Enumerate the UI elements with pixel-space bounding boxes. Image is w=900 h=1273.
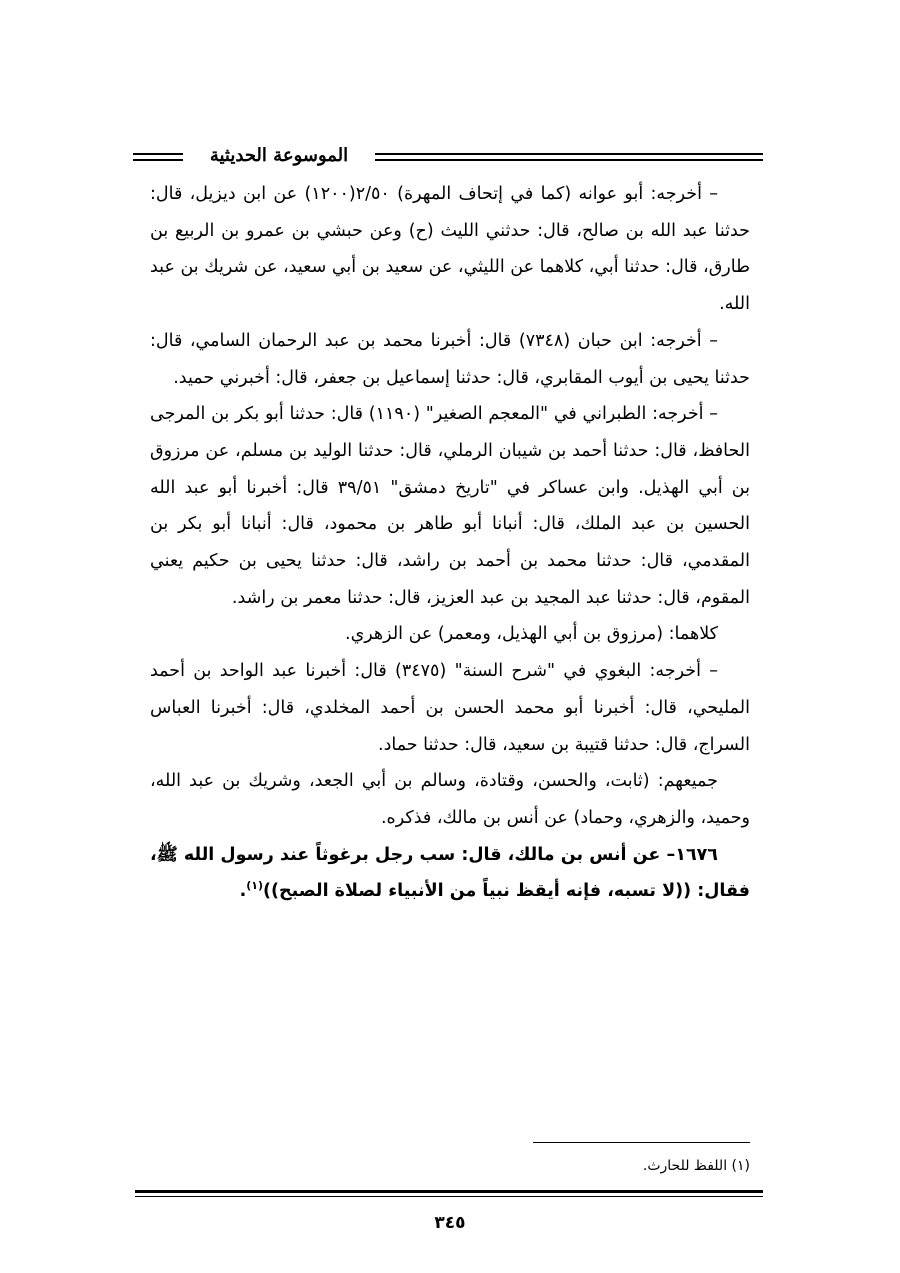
- paragraph-abu-awana: – أخرجه: أبو عوانه (كما في إتحاف المهرة) ٢/٥٠(١٢٠٠) عن ابن ديزيل، قال: حدثنا عبد الله بن صالح، قال: حدثني الليث (ح) وعن حبشي بن عمرو بن الربيع بن طارق، قال: حدثنا أبي، كلاهما عن الليثي، عن سعيد بن أبي سعيد، عن شريك بن عبد الله.: [149, 184, 750, 315]
- paragraph-kilahuma: كلاهما: (مرزوق بن أبي الهذيل، ومعمر) عن الزهري.: [345, 624, 718, 645]
- paragraph-jamiuhum: جميعهم: (ثابت، والحسن، وقتادة، وسالم بن أبي الجعد، وشريك بن عبد الله، وحميد، والزهري، وحماد) عن أنس بن مالك، فذكره.: [150, 771, 750, 828]
- hadith-paragraph: [150, 837, 750, 910]
- header-title: الموسوعة الحديثية: [209, 145, 349, 166]
- footnote-separator: [533, 1142, 750, 1143]
- hadith-text: ١٦٧٦– عن أنس بن مالك، قال: سب رجل برغوثاً عند رسول الله ﷺ، فقال: ((لا تسبه، فإنه أيقظ نبياً من الأنبياء لصلاة الصبح)): [150, 844, 750, 902]
- footnote-reference: (١): [246, 879, 264, 893]
- footnote: (١) اللفظ للحارث.: [642, 1158, 750, 1174]
- header-rule-line: [375, 153, 763, 155]
- footer-rule-thick: [135, 1190, 763, 1193]
- running-header: [133, 147, 763, 171]
- footer-rules: [135, 1190, 763, 1197]
- paragraph-baghawi: – أخرجه: البغوي في "شرح السنة" (٣٤٧٥) قال: أخبرنا عبد الواحد بن أحمد المليحي، قال: أخبرنا أبو محمد الحسن بن أحمد المخلدي، قال: أخبرنا العباس السراج، قال: حدثنا قتيبة بن سعيد، قال: حدثنا حماد.: [150, 661, 750, 755]
- header-rule-line: [133, 153, 183, 155]
- hadith-end: .: [239, 881, 247, 902]
- header-rule-line: [133, 159, 183, 161]
- page-number: ٣٤٥: [434, 1213, 466, 1233]
- header-rule-line: [375, 159, 763, 161]
- paragraph-tabarani: – أخرجه: الطبراني في "المعجم الصغير" (١١٩٠) قال: حدثنا أبو بكر بن المرجى الحافظ، قال: حدثنا أحمد بن شيبان الرملي، قال: حدثنا الوليد بن مسلم، عن مرزوق بن أبي الهذيل. وابن عساكر في "تاريخ دمشق" ٣٩/٥١ قال: أخبرنا أبو عبد الله الحسين بن عبد الملك، قال: أنبانا أبو طاهر بن محمود، قال: أنبانا أبو بكر بن المقدمي، قال: حدثنا محمد بن أحمد بن راشد، قال: حدثنا يحيى بن حكيم يعني المقوم، قال: حدثنا عبد المجيد بن عبد العزيز، قال: حدثنا معمر بن راشد.: [150, 404, 750, 608]
- footer-rule-thin: [135, 1196, 763, 1197]
- main-text: [150, 176, 750, 910]
- paragraph-ibn-hibban: – أخرجه: ابن حبان (٧٣٤٨) قال: أخبرنا محمد بن عبد الرحمان السامي، قال: حدثنا يحيى بن أيوب المقابري، قال: حدثنا إسماعيل بن جعفر، قال: أخبرني حميد.: [150, 330, 750, 388]
